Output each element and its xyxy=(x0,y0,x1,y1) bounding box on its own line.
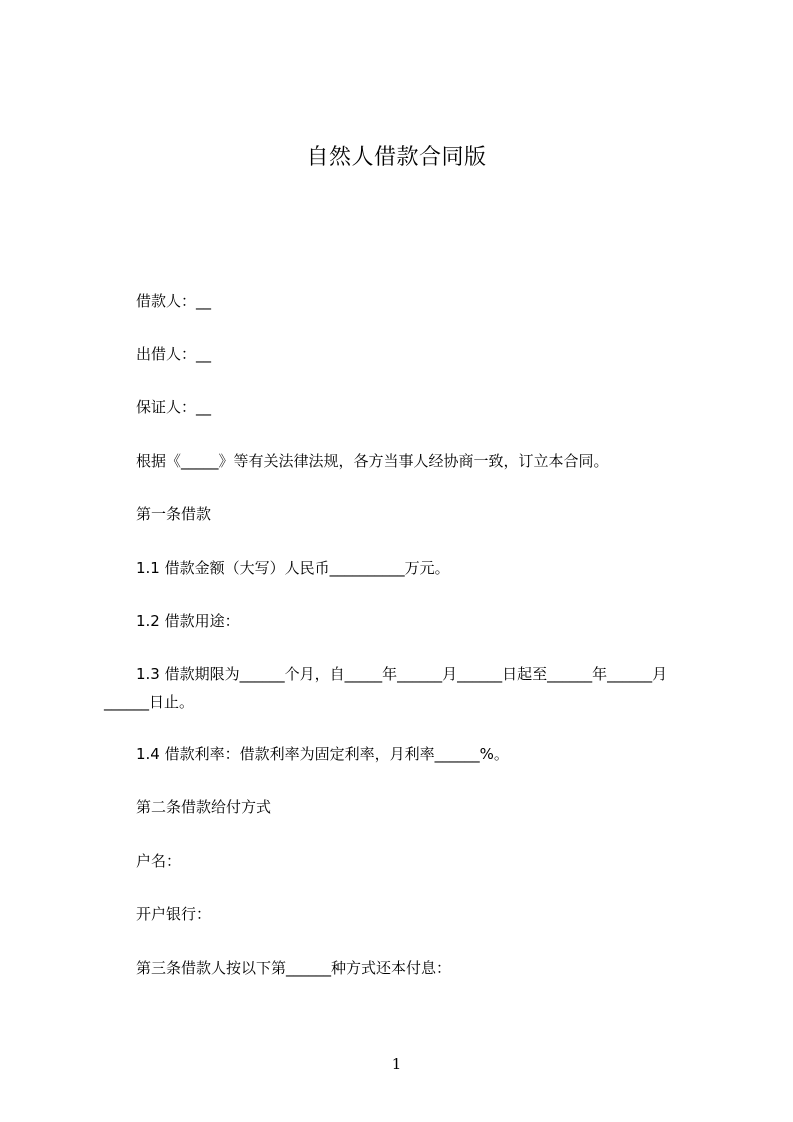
document-title: 自然人借款合同版 xyxy=(306,145,487,170)
clause-1-2: 1.2 借款用途： xyxy=(136,612,240,630)
clause-1-3: 1.3 借款期限为______个月，自_____年______月______日起至______年______月______日止。 xyxy=(104,665,668,711)
paragraph-lender: 出借人：__ xyxy=(136,345,212,363)
paragraph-guarantor: 保证人：__ xyxy=(136,398,212,416)
section-heading-2: 第二条借款给付方式 xyxy=(136,798,272,816)
page-number: 1 xyxy=(391,1055,402,1073)
section-heading-1: 第一条借款 xyxy=(136,505,212,523)
paragraph-account-name: 户名： xyxy=(136,852,182,870)
paragraph-borrower: 借款人：__ xyxy=(136,292,212,310)
section-heading-3: 第三条借款人按以下第______种方式还本付息： xyxy=(136,959,452,977)
paragraph-bank: 开户银行： xyxy=(136,905,212,923)
paragraph-preamble: 根据《_____》等有关法律法规，各方当事人经协商一致，订立本合同。 xyxy=(136,452,609,470)
clause-1-1: 1.1 借款金额（大写）人民币__________万元。 xyxy=(136,559,450,577)
clause-1-4: 1.4 借款利率：借款利率为固定利率，月利率______%。 xyxy=(136,745,509,763)
